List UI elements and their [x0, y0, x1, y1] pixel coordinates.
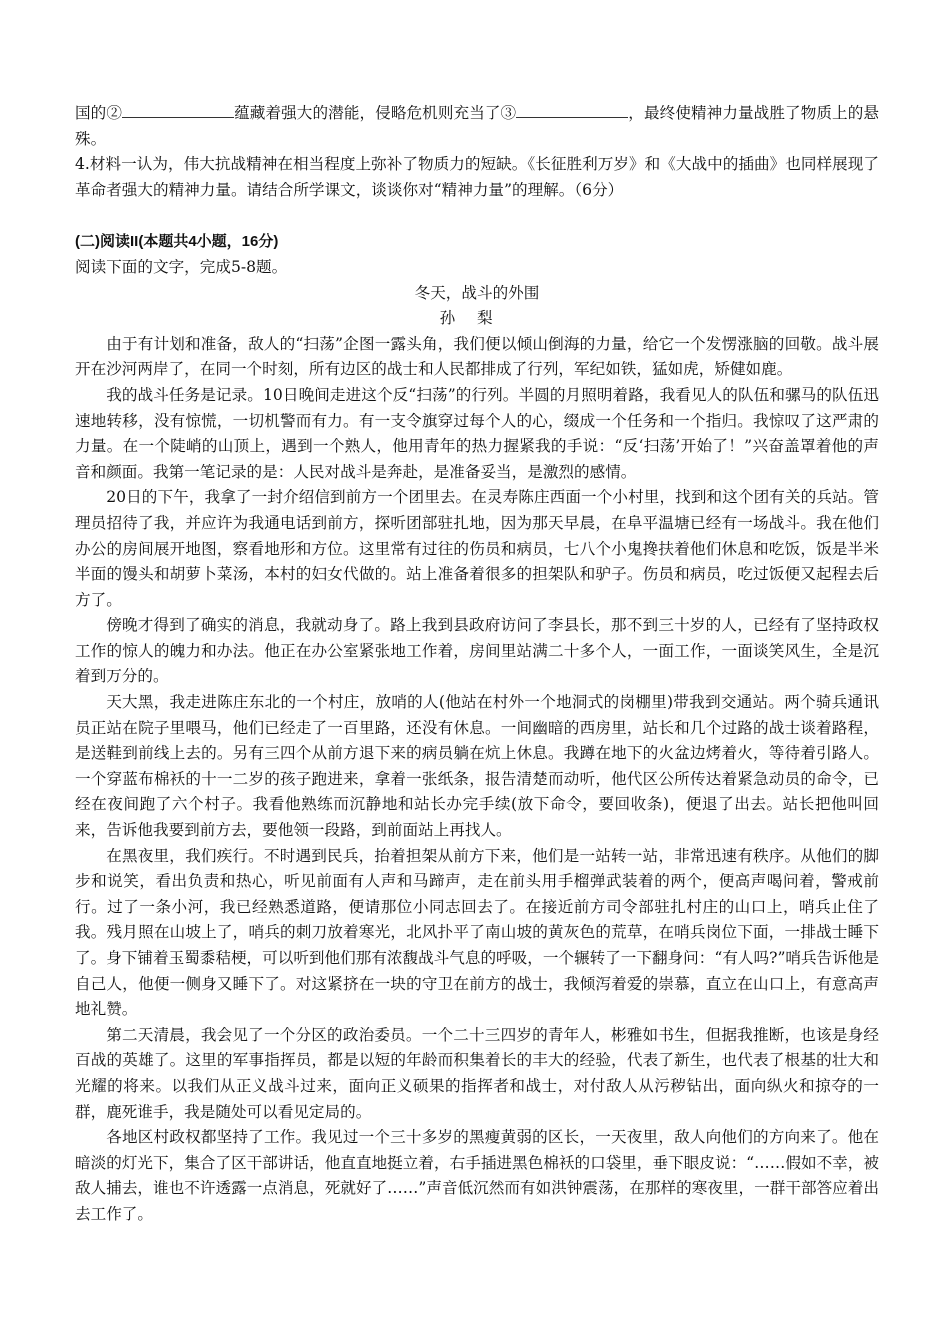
article-title: 冬天，战斗的外围 [414, 283, 540, 302]
section-heading: (二)阅读II(本题共4小题，16分) [75, 233, 279, 251]
paragraph: 各地区村政权都坚持了工作。我见过一个三十多岁的黑瘦黄弱的区长，一天夜里，敌人向他们的方向来了。他在暗淡的灯光下，集合了区干部讲话，他直直地挺立着，右手插进黑色棉袄的口袋里，垂下眼皮说：“……假如不幸，被敌人捕去，谁也不许透露一点消息，死就好了……”声音低沉然而有如洪钟震荡，在那样的寒夜里，一群干部答应着出去工作了。 [75, 1128, 879, 1223]
paragraph: 傍晚才得到了确实的消息，我就动身了。路上我到县政府访问了李县长，那不到三十岁的人，已经有了坚持政权工作的惊人的魄力和办法。他正在办公室紧张地工作着，房间里站满二十多个人，一面工作，一面谈笑风生，全是沉着到万分的。 [75, 616, 879, 686]
question-4: 4.材料一认为，伟大抗战精神在相当程度上弥补了物质力的短缺。《长征胜利万岁》和《大战中的插曲》也同样展现了革命者强大的精神力量。请结合所学课文，谈谈你对“精神力量”的理解。（6分） [75, 155, 879, 199]
fill-text-1: 国的② [75, 104, 123, 122]
paragraph: 第二天清晨，我会见了一个分区的政治委员。一个二十三四岁的青年人，彬雅如书生，但据我推断，也该是身经百战的英雄了。这里的军事指挥员，都是以短的年龄而积集着长的丰大的经验，代表了新生，也代表了根基的壮大和光耀的将来。以我们从正义战斗过来，面向正义硕果的指挥者和战士，对付敌人从污秽钻出，面向纵火和掠夺的一群，鹿死谁手，我是随处可以看见定局的。 [75, 1025, 879, 1121]
fill-in-question [75, 101, 879, 152]
paragraph: 我的战斗任务是记录。10日晚间走进这个反“扫荡”的行列。半圆的月照明着路，我看见人的队伍和骡马的队伍迅速地转移，没有惊慌，一切机警而有力。有一支令旗穿过每个人的心，缀成一个任务和一个指归。我惊叹了这严肃的力量。在一个陡峭的山顶上，遇到一个熟人，他用青年的热力握紧我的手说：“反‘扫荡’开始了！”兴奋盖罩着他的声音和颜面。我第一笔记录的是：人民对战斗是奔赴，是准备妥当，是激烈的感情。 [75, 385, 879, 481]
paragraph: 20日的下午，我拿了一封介绍信到前方一个团里去。在灵寿陈庄西面一个小村里，找到和这个团有关的兵站。管理员招待了我，并应许为我通电话到前方，探听团部驻扎地，因为那天早晨，在阜平温塘已经有一场战斗。我在他们办公的房间展开地图，察看地形和方位。这里常有过往的伤员和病员，七八个小鬼搀扶着他们休息和吃饭，饭是半米半面的馒头和胡萝卜菜汤，本村的妇女代做的。站上准备着很多的担架队和驴子。伤员和病员，吃过饭便又起程去后方了。 [75, 488, 879, 609]
paragraph: 天大黑，我走进陈庄东北的一个村庄，放哨的人(他站在村外一个地洞式的岗棚里)带我到交通站。两个骑兵通讯员正站在院子里喂马，他们已经走了一百里路，还没有休息。一间幽暗的西房里，站长和几个过路的战士谈着路程，是送鞋到前线上去的。另有三四个从前方退下来的病员躺在炕上休息。我蹲在地下的火盆边烤着火，等待着引路人。一个穿蓝布棉袄的十一二岁的孩子跑进来，拿着一张纸条，报告清楚而动听，他代区公所传达着紧急动员的命令，已经在夜间跑了六个村子。我看他熟练而沉静地和站长办完手续(放下命令，要回收条)，便退了出去。站长把他叫回来，告诉他我要到前方去，要他领一段路，到前面站上再找人。 [75, 693, 879, 840]
article-author: 孙梨 [439, 309, 515, 328]
section-instruction: 阅读下面的文字，完成5-8题。 [75, 257, 288, 276]
fill-text-2: 蕴藏着强大的潜能，侵略危机则充当了③ [234, 104, 517, 122]
paragraph: 在黑夜里，我们疾行。不时遇到民兵，抬着担架从前方下来，他们是一站转一站，非常迅速有秩序。从他们的脚步和说笑，看出负责和热心，听见前面有人声和马蹄声，走在前头用手榴弹武装着的两个，便高声喝问着，警戒前行。过了一条小河，我已经熟悉道路，便请那位小同志回去了。在接近前方司令部驻扎村庄的山口上，哨兵止住了我。残月照在山坡上了，哨兵的刺刀放着寒光，北风扑平了南山坡的黄灰色的荒草，在哨兵岗位下面，一排战士睡下了。身下铺着玉蜀黍秸梗，可以听到他们那有浓馥战斗气息的呼吸，一个辗转了一下翻身问：“有人吗?”哨兵告诉他是自己人，他便一侧身又睡下了。对这紧挤在一块的守卫在前方的战士，我倾泻着爱的崇慕，直立在山口上，有意高声地礼赞。 [75, 846, 879, 1019]
document-page [75, 101, 879, 1228]
paragraph: 由于有计划和准备，敌人的“扫荡”企图一露头角，我们便以倾山倒海的力量，给它一个发愣涨脑的回敬。战斗展开在沙河两岸了，在同一个时刻，所有边区的战士和人民都排成了行列，军纪如铁，猛如虎，矫健如鹿。 [75, 334, 879, 379]
answer-blank-2[interactable] [122, 103, 234, 118]
fill-text-3: ，最终使精神力量战胜了物质上的悬殊。 [75, 104, 879, 148]
answer-blank-3[interactable] [516, 103, 628, 118]
